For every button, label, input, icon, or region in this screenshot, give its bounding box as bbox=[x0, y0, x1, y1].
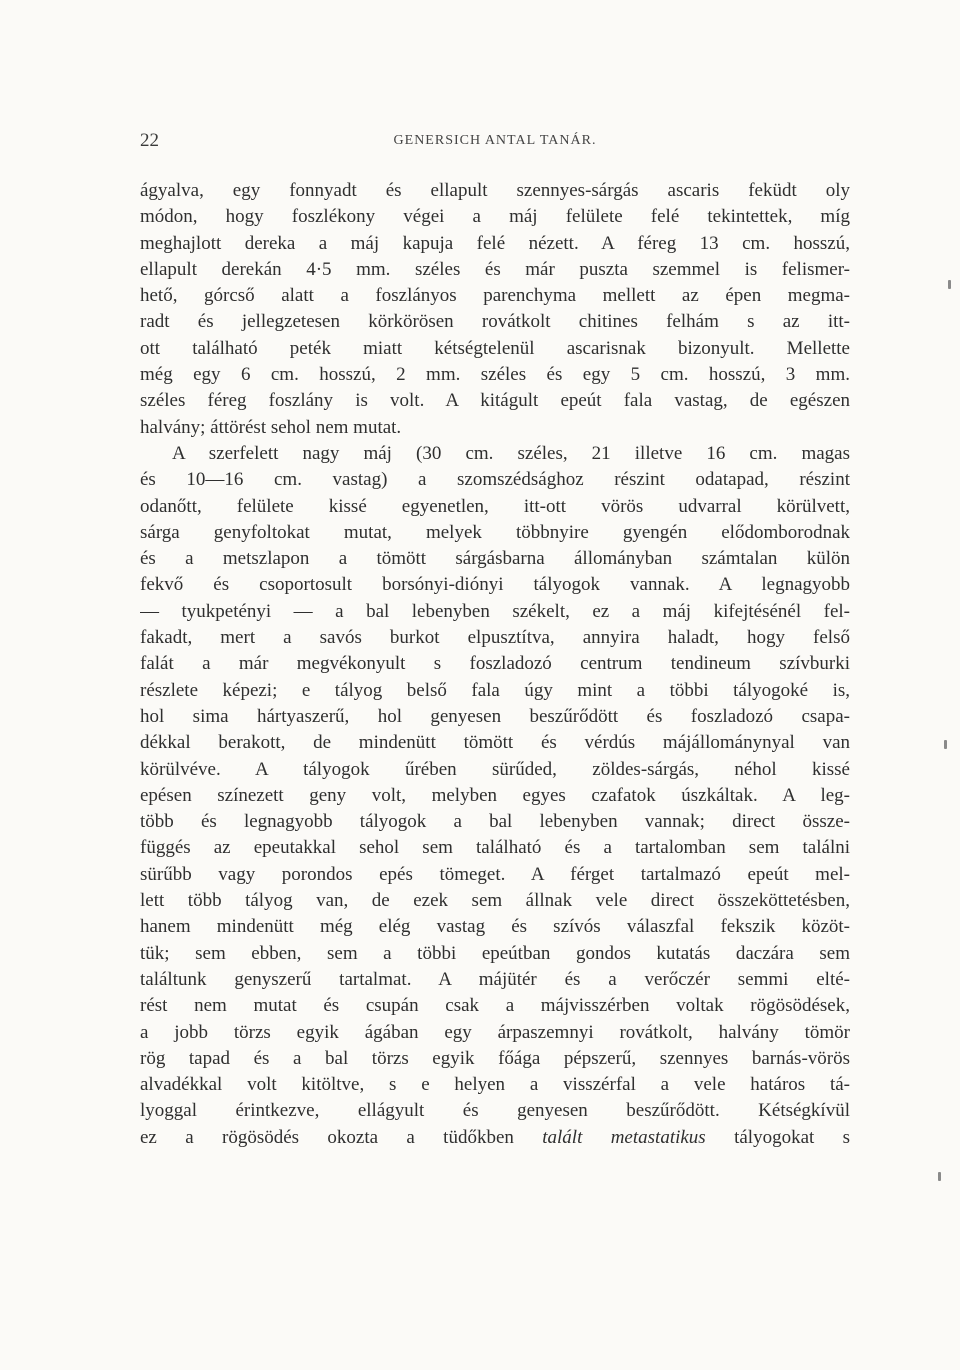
text-line: rést nem mutat és csupán csak a májvisszérben voltak rögösödések, bbox=[140, 995, 850, 1017]
text-line: függés az epeutakkal sehol sem található és a tartalomban sem találni bbox=[140, 837, 850, 859]
body-text bbox=[140, 178, 850, 1151]
text-line: széles féreg foszlány is volt. A kitágult epeút fala vastag, de egészen bbox=[140, 390, 850, 412]
text-line: rög tapad és a bal törzs egyik főága pépszerű, szennyes barnás-vörös bbox=[140, 1047, 850, 1069]
text-line: a jobb törzs egyik ágában egy árpaszemnyi rovátkolt, halvány tömör bbox=[140, 1021, 850, 1043]
text-line: odanőtt, felülete kissé egyenetlen, itt-ott vörös udvarral körülvett, bbox=[140, 495, 850, 517]
text-line: lyoggal érintkezve, ellágyult és genyesen beszűrődött. Kétségkívül bbox=[140, 1100, 850, 1122]
text-line: és 10—16 cm. vastag) a szomszédsághoz részint odatapad, részint bbox=[140, 469, 850, 491]
margin-mark bbox=[948, 280, 951, 289]
final-line-emphasis: talált metastatikus bbox=[542, 1126, 706, 1148]
text-line: epésen színezett geny volt, melyben egyes czafatok úszkáltak. A leg- bbox=[140, 784, 850, 806]
final-line-suffix: tályogokat s bbox=[734, 1126, 850, 1148]
margin-mark bbox=[938, 1172, 941, 1181]
final-text-line bbox=[140, 1125, 850, 1151]
text-line: hol sima hártyaszerű, hol genyesen beszűrődött és foszladozó csapa- bbox=[140, 705, 850, 727]
final-line-prefix: ez a rögösödés okozta a tüdőkben bbox=[140, 1126, 514, 1148]
text-line: halvány; áttörést sehol nem mutat. bbox=[140, 416, 402, 438]
text-line: és a metszlapon a tömött sárgásbarna állományban számtalan külön bbox=[140, 548, 850, 570]
text-line: tük; sem ebben, sem a többi epeútban gondos kutatás daczára sem bbox=[140, 942, 850, 964]
text-line: találtunk genyszerű tartalmat. A májütér és a verőczér semmi elté- bbox=[140, 968, 850, 990]
paragraph-start-line: A szerfelett nagy máj (30 cm. széles, 21 illetve 16 cm. magas bbox=[172, 442, 850, 464]
text-line: hető, górcső alatt a foszlányos parenchyma mellett az épen megma- bbox=[140, 285, 850, 307]
page-header bbox=[140, 130, 850, 154]
text-line: körülvéve. A tályogok űrében sürűded, zöldes-sárgás, néhol kissé bbox=[140, 758, 850, 780]
text-line: alvadékkal volt kitöltve, s e helyen a visszérfal a vele határos tá- bbox=[140, 1074, 850, 1096]
text-line: sárga genyfoltokat mutat, melyek többnyire gyengén elődomborodnak bbox=[140, 521, 850, 543]
text-line: módon, hogy foszlékony végei a máj felülete felé tekintettek, míg bbox=[140, 206, 850, 228]
text-line: több és legnagyobb tályogok a bal lebenyben vannak; direct össze- bbox=[140, 811, 850, 833]
text-line: ott található peték miatt kétségtelenül ascarisnak bizonyult. Mellette bbox=[140, 337, 850, 359]
margin-mark bbox=[944, 740, 947, 749]
text-line: még egy 6 cm. hosszú, 2 mm. széles és egy 5 cm. hosszú, 3 mm. bbox=[140, 364, 850, 386]
text-line: sürűbb vagy porondos epés tömeget. A férget tartalmazó epeút mel- bbox=[140, 863, 850, 885]
text-line: fekvő és csoportosult borsónyi-diónyi tályogok vannak. A legnagyobb bbox=[140, 574, 850, 596]
text-line: — tyukpetényi — a bal lebenyben székelt, ez a máj kifejtésénél fel- bbox=[140, 600, 850, 622]
text-line: fakadt, mert a savós burkot elpusztítva, annyira haladt, hogy felső bbox=[140, 627, 850, 649]
text-line: falát a már megvékonyult s foszladozó centrum tendineum szívburki bbox=[140, 653, 850, 675]
running-head: GENERSICH ANTAL TANÁR. bbox=[393, 133, 597, 148]
text-line: hanem mindenütt még elég vastag és szívós válaszfal fekszik közöt- bbox=[140, 916, 850, 938]
text-line: ellapult derekán 4·5 mm. széles és már puszta szemmel is felismer- bbox=[140, 258, 850, 280]
text-line: dékkal berakott, de mindenütt tömött és vérdús májállománynyal van bbox=[140, 732, 850, 754]
text-line: ágyalva, egy fonnyadt és ellapult szennyes-sárgás ascaris feküdt oly bbox=[140, 180, 850, 201]
text-line: meghajlott dereka a máj kapuja felé nézett. A féreg 13 cm. hosszú, bbox=[140, 232, 850, 254]
text-line: lett több tályog van, de ezek sem állnak vele direct összeköttetésben, bbox=[140, 890, 850, 912]
text-line: radt és jellegzetesen körkörösen rovátkolt chitines felhám s az itt- bbox=[140, 311, 850, 333]
text-line: részlete képezi; e tályog belső fala úgy mint a többi tályogoké is, bbox=[140, 679, 850, 701]
page-number: 22 bbox=[140, 130, 159, 151]
